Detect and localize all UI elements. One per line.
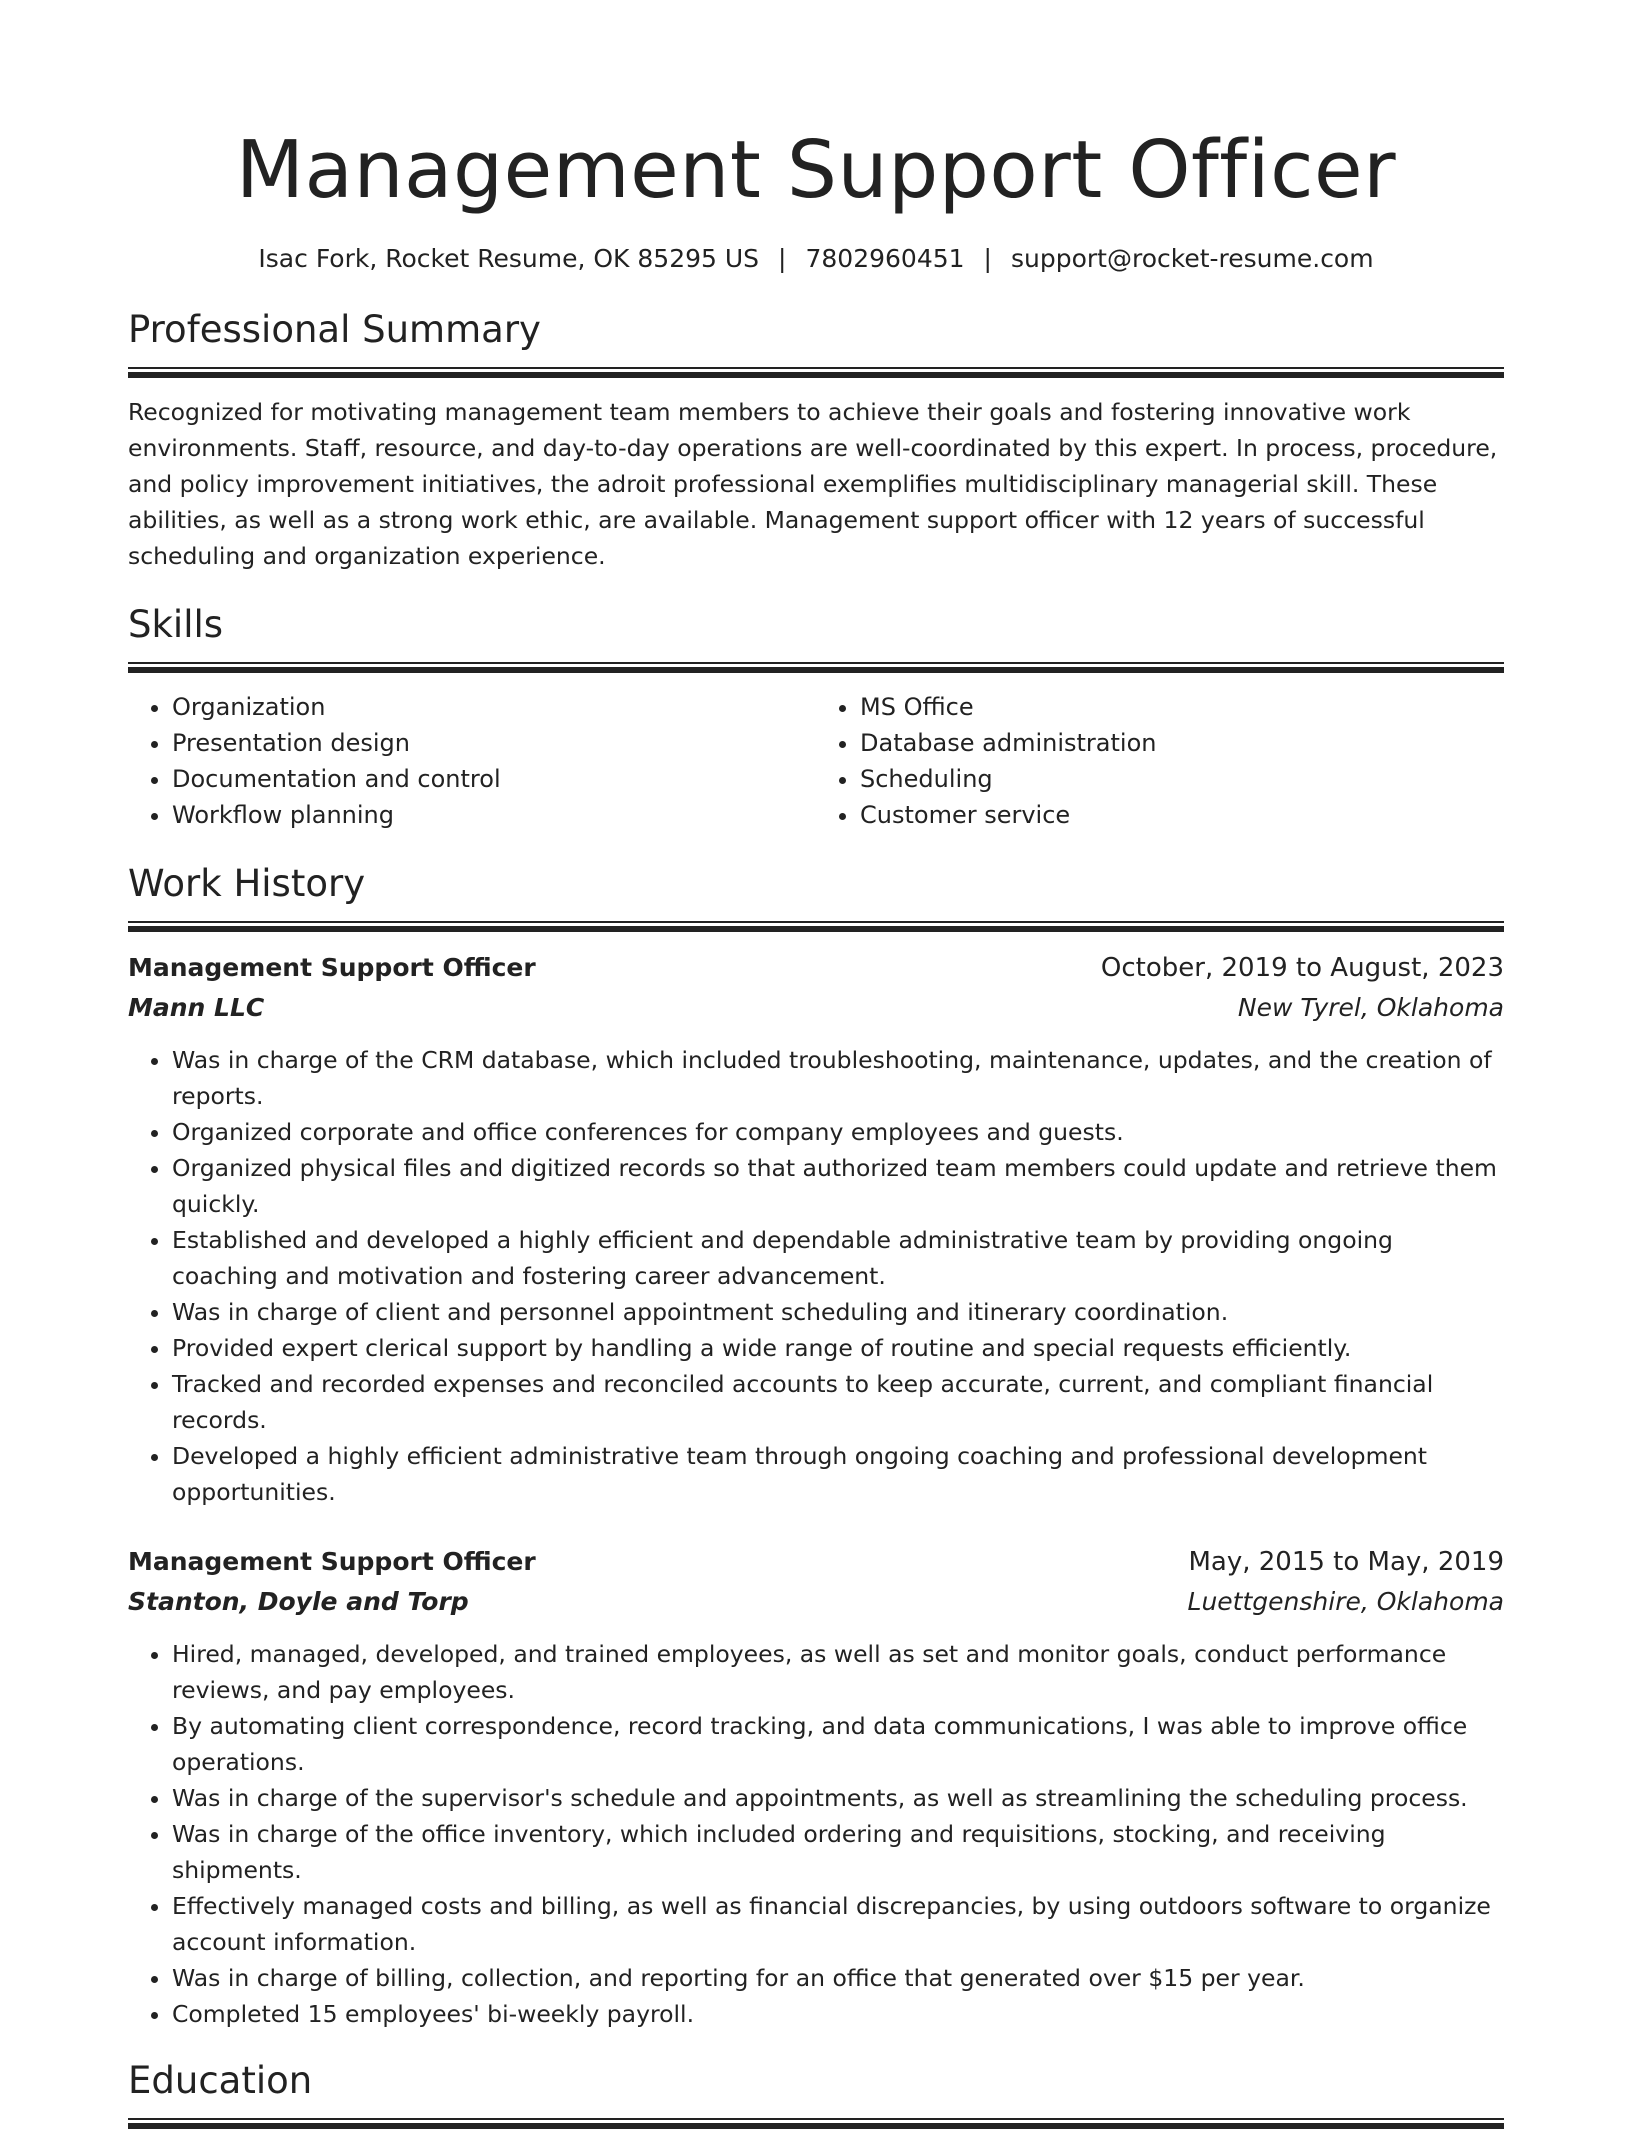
job-bullets: [128, 1042, 1504, 1510]
job-bullets: [128, 1636, 1504, 2032]
job-bullet: • Provided expert clerical support by handling a wide range of routine and special requests efficiently.: [172, 1330, 1504, 1366]
contact-address: Isac Fork, Rocket Resume, OK 85295 US: [258, 244, 760, 273]
skill-item: • Workflow planning: [172, 797, 816, 833]
skills-list-right: [816, 689, 1504, 833]
section-title-skills: Skills: [128, 603, 224, 646]
job-bullet: • Was in charge of billing, collection, and reporting for an office that generated over $15 per year.: [172, 1960, 1504, 1996]
skill-item: • Database administration: [860, 725, 1504, 761]
job-title: Management Support Officer: [128, 1547, 536, 1576]
contact-line: [128, 242, 1504, 276]
contact-email: support@rocket-resume.com: [1010, 244, 1374, 273]
job-subheader-row: [128, 1582, 1504, 1622]
job-location: Luettgenshire, Oklahoma: [1187, 1587, 1504, 1616]
job-dates: May, 2015 to May, 2019: [1188, 1547, 1504, 1577]
job-subheader-row: [128, 988, 1504, 1028]
section-divider: [128, 367, 1504, 378]
job-bullet: • Was in charge of the office inventory, which included ordering and requisitions, stocking, and receiving shipments.: [172, 1816, 1504, 1888]
job-entry: [128, 1542, 1504, 2032]
section-title-education: Education: [128, 2059, 313, 2102]
job-title: Management Support Officer: [128, 953, 536, 982]
job-company: Mann LLC: [128, 993, 265, 1022]
job-bullet: • By automating client correspondence, record tracking, and data communications, I was able to improve office operations.: [172, 1708, 1504, 1780]
job-company: Stanton, Doyle and Torp: [128, 1587, 469, 1616]
job-location: New Tyrel, Oklahoma: [1237, 993, 1504, 1022]
summary-section: [128, 307, 1504, 574]
skill-item: • Scheduling: [860, 761, 1504, 797]
job-bullet: • Hired, managed, developed, and trained employees, as well as set and monitor goals, conduct performance reviews, and pay employees.: [172, 1636, 1504, 1708]
job-header-row: [128, 1542, 1504, 1582]
contact-separator: |: [983, 244, 992, 273]
skills-columns: [128, 689, 1504, 833]
job-dates: October, 2019 to August, 2023: [1100, 953, 1504, 983]
education-section: [128, 2058, 1504, 2129]
job-bullet: • Established and developed a highly efficient and dependable administrative team by providing ongoing coaching and motivation and fostering career advancement.: [172, 1222, 1504, 1294]
job-bullet: • Organized corporate and office conferences for company employees and guests.: [172, 1114, 1504, 1150]
skill-item: • Documentation and control: [172, 761, 816, 797]
job-bullet: • Developed a highly efficient administrative team through ongoing coaching and professional development opportunities.: [172, 1438, 1504, 1510]
section-divider: [128, 2118, 1504, 2129]
job-bullet: • Was in charge of the supervisor's schedule and appointments, as well as streamlining the scheduling process.: [172, 1780, 1504, 1816]
job-entry: [128, 948, 1504, 1510]
skill-item: • Organization: [172, 689, 816, 725]
job-header-row: [128, 948, 1504, 988]
section-divider: [128, 921, 1504, 932]
section-divider: [128, 662, 1504, 673]
work-history-section: [128, 861, 1504, 2032]
section-title-work-history: Work History: [128, 862, 366, 905]
job-bullet: • Organized physical files and digitized records so that authorized team members could update and retrieve them quickly.: [172, 1150, 1504, 1222]
resume-name: Management Support Officer: [235, 124, 1397, 216]
contact-phone: 7802960451: [805, 244, 965, 273]
skills-section: [128, 602, 1504, 833]
skills-list-left: [128, 689, 816, 833]
skill-item: • Customer service: [860, 797, 1504, 833]
job-bullet: • Tracked and recorded expenses and reconciled accounts to keep accurate, current, and compliant financial records.: [172, 1366, 1504, 1438]
summary-text: Recognized for motivating management team members to achieve their goals and fostering innovative work environments. Staff, resource, and day-to-day operations are well-coordinated by this expert. In process, procedure, and policy improvement initiatives, the adroit professional exemplifies multidisciplinary managerial skill. These abilities, as well as a strong work ethic, are available. Management support officer with 12 years of successful scheduling and organization experience.: [128, 398, 1498, 570]
job-bullet: • Was in charge of client and personnel appointment scheduling and itinerary coordination.: [172, 1294, 1504, 1330]
skill-item: • MS Office: [860, 689, 1504, 725]
job-bullet: • Was in charge of the CRM database, which included troubleshooting, maintenance, updates, and the creation of reports.: [172, 1042, 1504, 1114]
job-bullet: • Completed 15 employees' bi-weekly payroll.: [172, 1996, 1504, 2032]
section-title-summary: Professional Summary: [128, 308, 541, 351]
skill-item: • Presentation design: [172, 725, 816, 761]
contact-separator: |: [778, 244, 787, 273]
job-bullet: • Effectively managed costs and billing, as well as financial discrepancies, by using outdoors software to organize account information.: [172, 1888, 1504, 1960]
